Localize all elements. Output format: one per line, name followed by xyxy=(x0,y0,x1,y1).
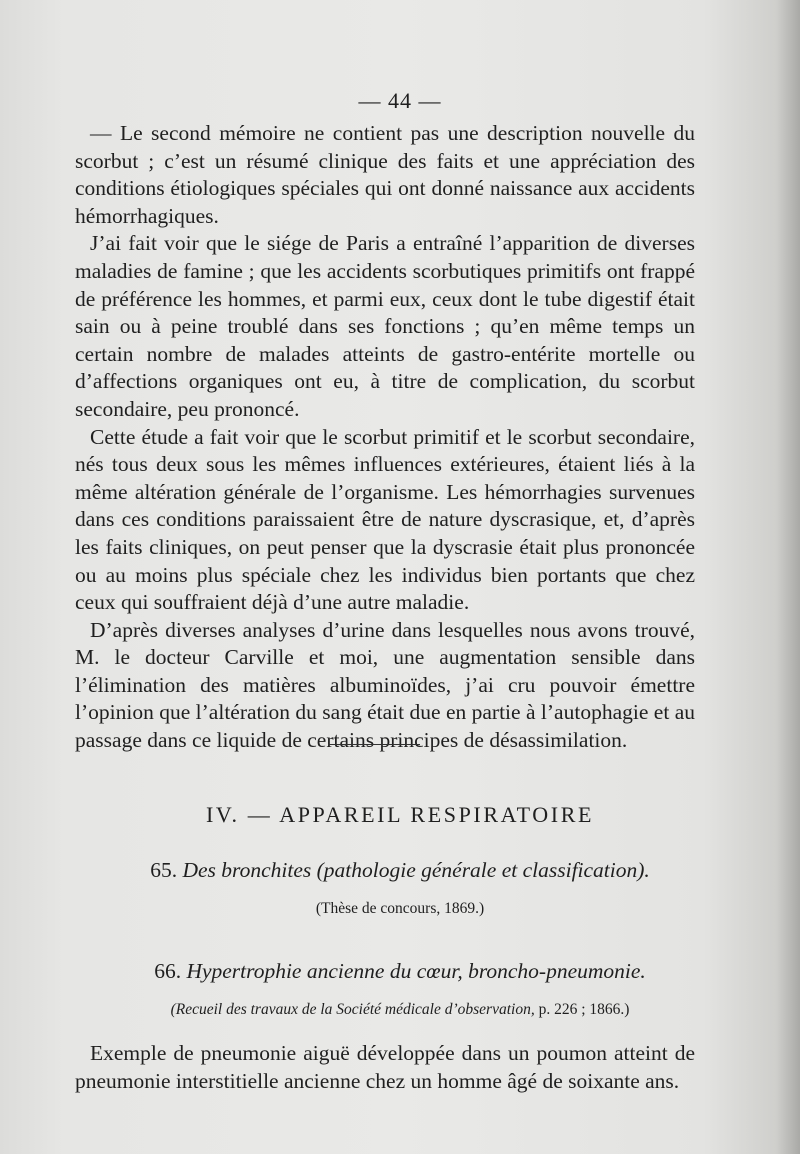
body-text xyxy=(75,120,695,755)
paragraph-2: J’ai fait voir que le siége de Paris a entraîné l’apparition de diverses maladies de famine ; que les accidents scorbutiques primitifs ont frappé de préférence les hommes, et parmi eux, ceux dont le tube digestif était sain ou à peine troublé dans ses fonctions ; qu’en même temps un certain nombre de malades atteints de gastro-entérite mortelle ou d’affections organiques ont eu, à titre de complication, du scorbut secondaire, peu prononcé. xyxy=(75,231,695,421)
final-text xyxy=(75,1040,695,1095)
entry-number: 65. xyxy=(150,858,178,882)
source-italic: (Recueil des travaux de la Société médicale d’observation, xyxy=(170,1001,535,1018)
page-number: — 44 — xyxy=(358,88,442,113)
entry-number: 66. xyxy=(154,959,182,983)
paragraph-3: Cette étude a fait voir que le scorbut primitif et le scorbut secondaire, nés tous deux sous les mêmes influences extérieures, étaient liés à la même altération générale de l’organisme. Les hémorrhagies survenues dans ces conditions paraissaient être de nature dyscrasique, et, d’après les faits cliniques, on peut penser que la dyscrasie était plus prononcée ou au moins plus spéciale chez les individus bien portants que chez ceux qui souffraient déjà d’une autre maladie. xyxy=(75,424,695,615)
entry-66-source xyxy=(0,1001,800,1019)
paragraph-1: — Le second mémoire ne contient pas une description nouvelle du scorbut ; c’est un résumé clinique des faits et une appréciation des conditions étiologiques spéciales qui ont donné naissance aux accidents hémorrhagiques. xyxy=(75,121,695,228)
entry-65 xyxy=(0,858,800,883)
entry-66 xyxy=(0,959,800,984)
paragraph-4: D’après diverses analyses d’urine dans lesquelles nous avons trouvé, M. le docteur Carville et moi, une augmentation sensible dans l’élimination des matières albuminoïdes, j’ai cru pouvoir émettre l’opinion que l’altération du sang était due en partie à l’autophagie et au passage dans ce liquide de certains principes de désassimilation. xyxy=(75,617,695,753)
section-heading: IV. — APPAREIL RESPIRATOIRE xyxy=(205,802,595,827)
entry-title: Hypertrophie ancienne du cœur, broncho-pneumonie. xyxy=(186,959,646,983)
entry-65-source: (Thèse de concours, 1869.) xyxy=(315,900,485,917)
source-rest: p. 226 ; 1866.) xyxy=(534,1001,630,1018)
entry-title: Des bronchites (pathologie générale et classification). xyxy=(182,858,650,882)
section-divider xyxy=(328,744,420,745)
final-paragraph: Exemple de pneumonie aiguë développée dans un poumon atteint de pneumonie interstitielle ancienne chez un homme âgé de soixante ans. xyxy=(75,1041,695,1093)
